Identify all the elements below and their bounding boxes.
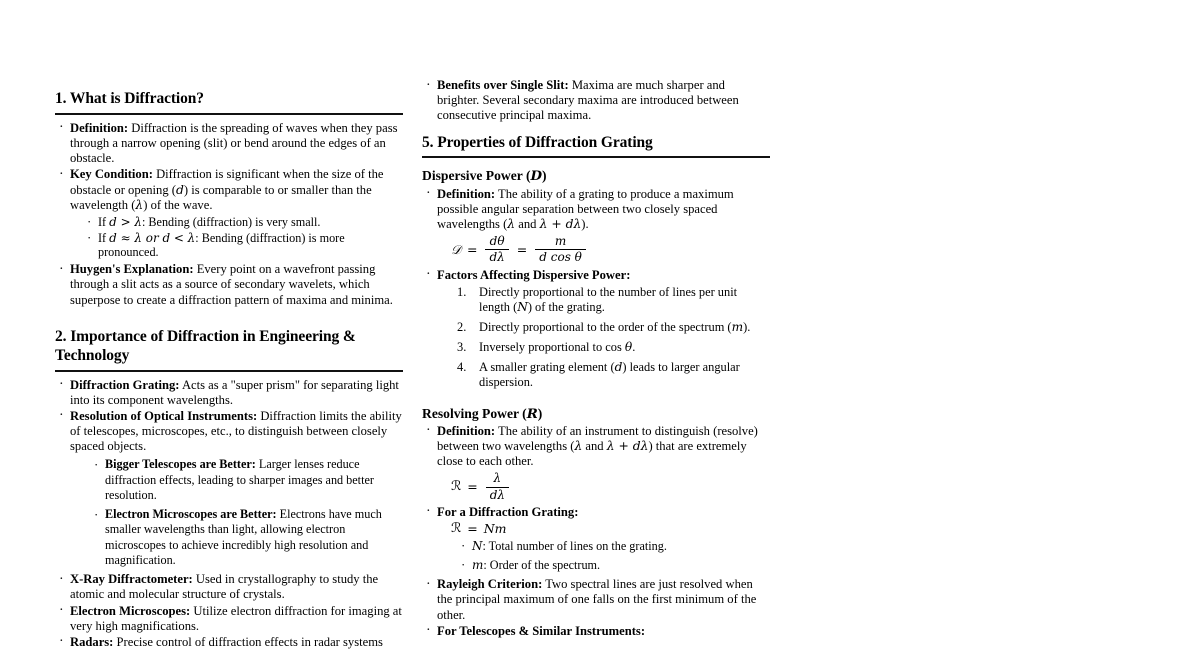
symbol-d: d [614, 360, 623, 375]
fraction-m-dcostheta [535, 235, 586, 264]
item-text: Acts as a "super prism" for separating light into its component wavelengths. [70, 377, 399, 407]
item-label: Key Condition: [70, 167, 153, 182]
resolving-power-list [422, 424, 770, 639]
suffix: : Bending (diffraction) is more pronounced. [98, 230, 345, 260]
item-label: X-Ray Diffractometer: [70, 572, 193, 587]
section-1-list [55, 121, 403, 308]
numerator: λ [493, 471, 502, 486]
item-text: Diffraction is the spreading of waves when they pass through a narrow opening (slit) or bend around the edges of an obstacle. [70, 120, 398, 166]
item-text-before: Directly proportional to the number of lines per unit length ( [479, 284, 738, 314]
factors-numbered-list [437, 285, 770, 391]
item-text: : Total number of lines on the grating. [482, 538, 667, 553]
item-text-mid: and [515, 217, 540, 232]
item-text: Larger lenses reduce diffraction effects, leading to sharper images and better resolution. [105, 457, 374, 502]
symbol-R: R [526, 405, 538, 422]
heading-gap [422, 158, 770, 167]
section-heading-2: 2. Importance of Diffraction in Engineering & Technology [55, 328, 403, 372]
item-label: Benefits over Single Slit: [437, 78, 569, 92]
item-text-after: . [632, 340, 636, 355]
item-label: Rayleigh Criterion: [437, 577, 543, 592]
item-text-after: ) that are extremely close to each other. [437, 439, 747, 469]
equation-lhs: ℛ [451, 520, 462, 536]
equation-lhs: ℛ [451, 478, 462, 494]
item-label: Resolution of Optical Instruments: [70, 408, 258, 423]
subheading-close: ) [542, 168, 547, 184]
item-text: Every point on a wavefront passing through a slit acts as a source of secondary wavelets, which superpose to create a diffraction pattern of maxima and minima. [70, 262, 393, 307]
list-item [422, 424, 770, 502]
item-label: Electron Microscopes: [70, 603, 191, 618]
equals-sign: = [467, 478, 478, 494]
item-text: Utilize electron diffraction for imaging at very high magnifications. [70, 603, 402, 633]
denominator: dλ [486, 487, 509, 502]
list-item [55, 635, 403, 650]
item-text-after: ) of the wave. [143, 197, 213, 212]
list-item [55, 572, 403, 602]
numerator: m [554, 234, 567, 249]
list-item [460, 558, 770, 573]
item-text-before: The ability of an instrument to distinguish (resolve) between two wavelengths ( [437, 423, 758, 454]
item-label: Electron Microscopes are Better: [105, 507, 277, 522]
symbol-lambda: λ [574, 439, 583, 454]
prefix: If [98, 214, 110, 229]
subheading-close: ) [537, 405, 543, 421]
item-text-after: ) leads to larger angular dispersion. [479, 360, 740, 390]
item-text: Electrons have much smaller wavelengths than light, allowing electron microscopes to achieve incredibly high resolution and magnification. [105, 507, 382, 567]
item-text-before: Directly proportional to the order of the spectrum ( [479, 320, 732, 335]
list-item [457, 340, 770, 355]
list-item [86, 231, 403, 261]
suffix: : Bending (diffraction) is very small. [141, 214, 321, 229]
item-label: Huygen's Explanation: [70, 262, 194, 277]
symbol-m: m [472, 557, 484, 572]
dispersive-power-list [422, 187, 770, 391]
item-text-after: ) of the grating. [527, 299, 605, 314]
item-text-after: ). [581, 217, 589, 232]
item-text: Maxima are much sharper and brighter. Several secondary maxima are introduced between consecutive principal maxima. [437, 78, 739, 123]
list-item [55, 378, 403, 408]
item-label: Definition: [437, 186, 496, 201]
section-gap [55, 309, 403, 328]
nested-condition-list [70, 215, 403, 260]
symbol-lambda-plus-dlambda: λ + dλ [606, 439, 649, 454]
item-text: Precise control of diffraction effects in radar systems [116, 634, 383, 649]
subheading-resolving-power [422, 405, 770, 423]
item-label: Definition: [437, 423, 496, 438]
section-2-list [55, 378, 403, 650]
symbol-d: d [175, 182, 184, 197]
left-column [55, 0, 403, 649]
numerator: dθ [489, 234, 505, 249]
symbol-N: N [517, 299, 528, 314]
list-item [422, 78, 770, 124]
item-text-before: The ability of a grating to produce a maximum possible angular separation between two closely spaced wavelengths ( [437, 186, 734, 232]
equation-lhs: 𝒟 [451, 241, 461, 257]
list-item [457, 285, 770, 315]
symbol-definition-list [437, 539, 770, 574]
list-item [55, 604, 403, 634]
symbol-lambda: λ [135, 197, 144, 212]
symbol-lambda: λ [507, 217, 516, 232]
list-item [55, 262, 403, 308]
symbol-N: N [472, 538, 483, 553]
subheading-text: Resolving Power ( [422, 405, 527, 421]
section-heading-1: 1. What is Diffraction? [55, 90, 403, 115]
inline-expression: d ≈ λ or d < λ [109, 230, 196, 245]
section-heading-5: 5. Properties of Diffraction Grating [422, 134, 770, 159]
item-text-before: Diffraction is significant when the size of the obstacle or opening ( [70, 167, 384, 197]
equation-dispersive-power [437, 235, 770, 264]
list-item [460, 539, 770, 554]
item-text-mid: and [582, 439, 607, 454]
list-item [422, 505, 770, 573]
denominator: d cos θ [535, 249, 586, 264]
item-label: Radars: [70, 634, 114, 649]
right-column [422, 0, 770, 638]
item-label: For Telescopes & Similar Instruments: [437, 623, 646, 638]
fraction-lambda-dlambda [486, 472, 509, 501]
subsection-gap [422, 396, 770, 405]
equation-rhs: Nm [483, 521, 507, 537]
list-item [93, 507, 403, 568]
symbol-D: D [530, 168, 543, 185]
list-item [457, 320, 770, 335]
item-text: Used in crystallography to study the atomic and molecular structure of crystals. [70, 572, 379, 602]
item-label: For a Diffraction Grating: [437, 504, 579, 519]
list-item [422, 268, 770, 391]
continued-list [422, 78, 770, 124]
list-item [422, 577, 770, 623]
list-item [93, 457, 403, 503]
fraction-dtheta-dlambda [485, 235, 508, 264]
section-gap [422, 125, 770, 134]
equals-sign: = [467, 521, 478, 537]
prefix: If [98, 230, 110, 245]
item-text-before: Inversely proportional to cos [479, 340, 625, 355]
item-text-mid: ) is comparable to or smaller than the wavelength ( [70, 182, 372, 212]
item-text: Two spectral lines are just resolved when the principal maximum of one falls on the first minimum of the other. [437, 577, 757, 622]
denominator: dλ [485, 249, 508, 264]
equation-resolving-power-grating [437, 520, 770, 537]
equals-sign: = [466, 241, 478, 257]
list-item [86, 215, 403, 230]
symbol-m: m [731, 320, 744, 335]
item-label: Definition: [70, 120, 129, 135]
list-item [55, 409, 403, 568]
symbol-theta: θ [624, 340, 633, 355]
equals-sign: = [516, 241, 528, 257]
subheading-text: Dispersive Power ( [422, 168, 531, 184]
list-item [55, 167, 403, 260]
item-label: Bigger Telescopes are Better: [105, 457, 256, 472]
subheading-dispersive-power [422, 167, 770, 185]
item-label: Diffraction Grating: [70, 377, 180, 392]
item-text: : Order of the spectrum. [483, 557, 601, 572]
item-label: Factors Affecting Dispersive Power: [437, 267, 631, 282]
item-text: Diffraction limits the ability of telescopes, microscopes, etc., to distinguish between closely spaced objects. [70, 408, 402, 454]
list-item [422, 187, 770, 265]
list-item [457, 360, 770, 390]
item-text-before: A smaller grating element ( [479, 360, 615, 375]
item-text-after: ). [743, 320, 751, 335]
nested-instrument-list [70, 457, 403, 568]
list-item [55, 121, 403, 167]
symbol-lambda-plus-dlambda: λ + dλ [539, 217, 582, 232]
equation-resolving-power [437, 472, 770, 501]
inline-expression: d > λ [109, 214, 142, 229]
list-item [422, 624, 770, 639]
